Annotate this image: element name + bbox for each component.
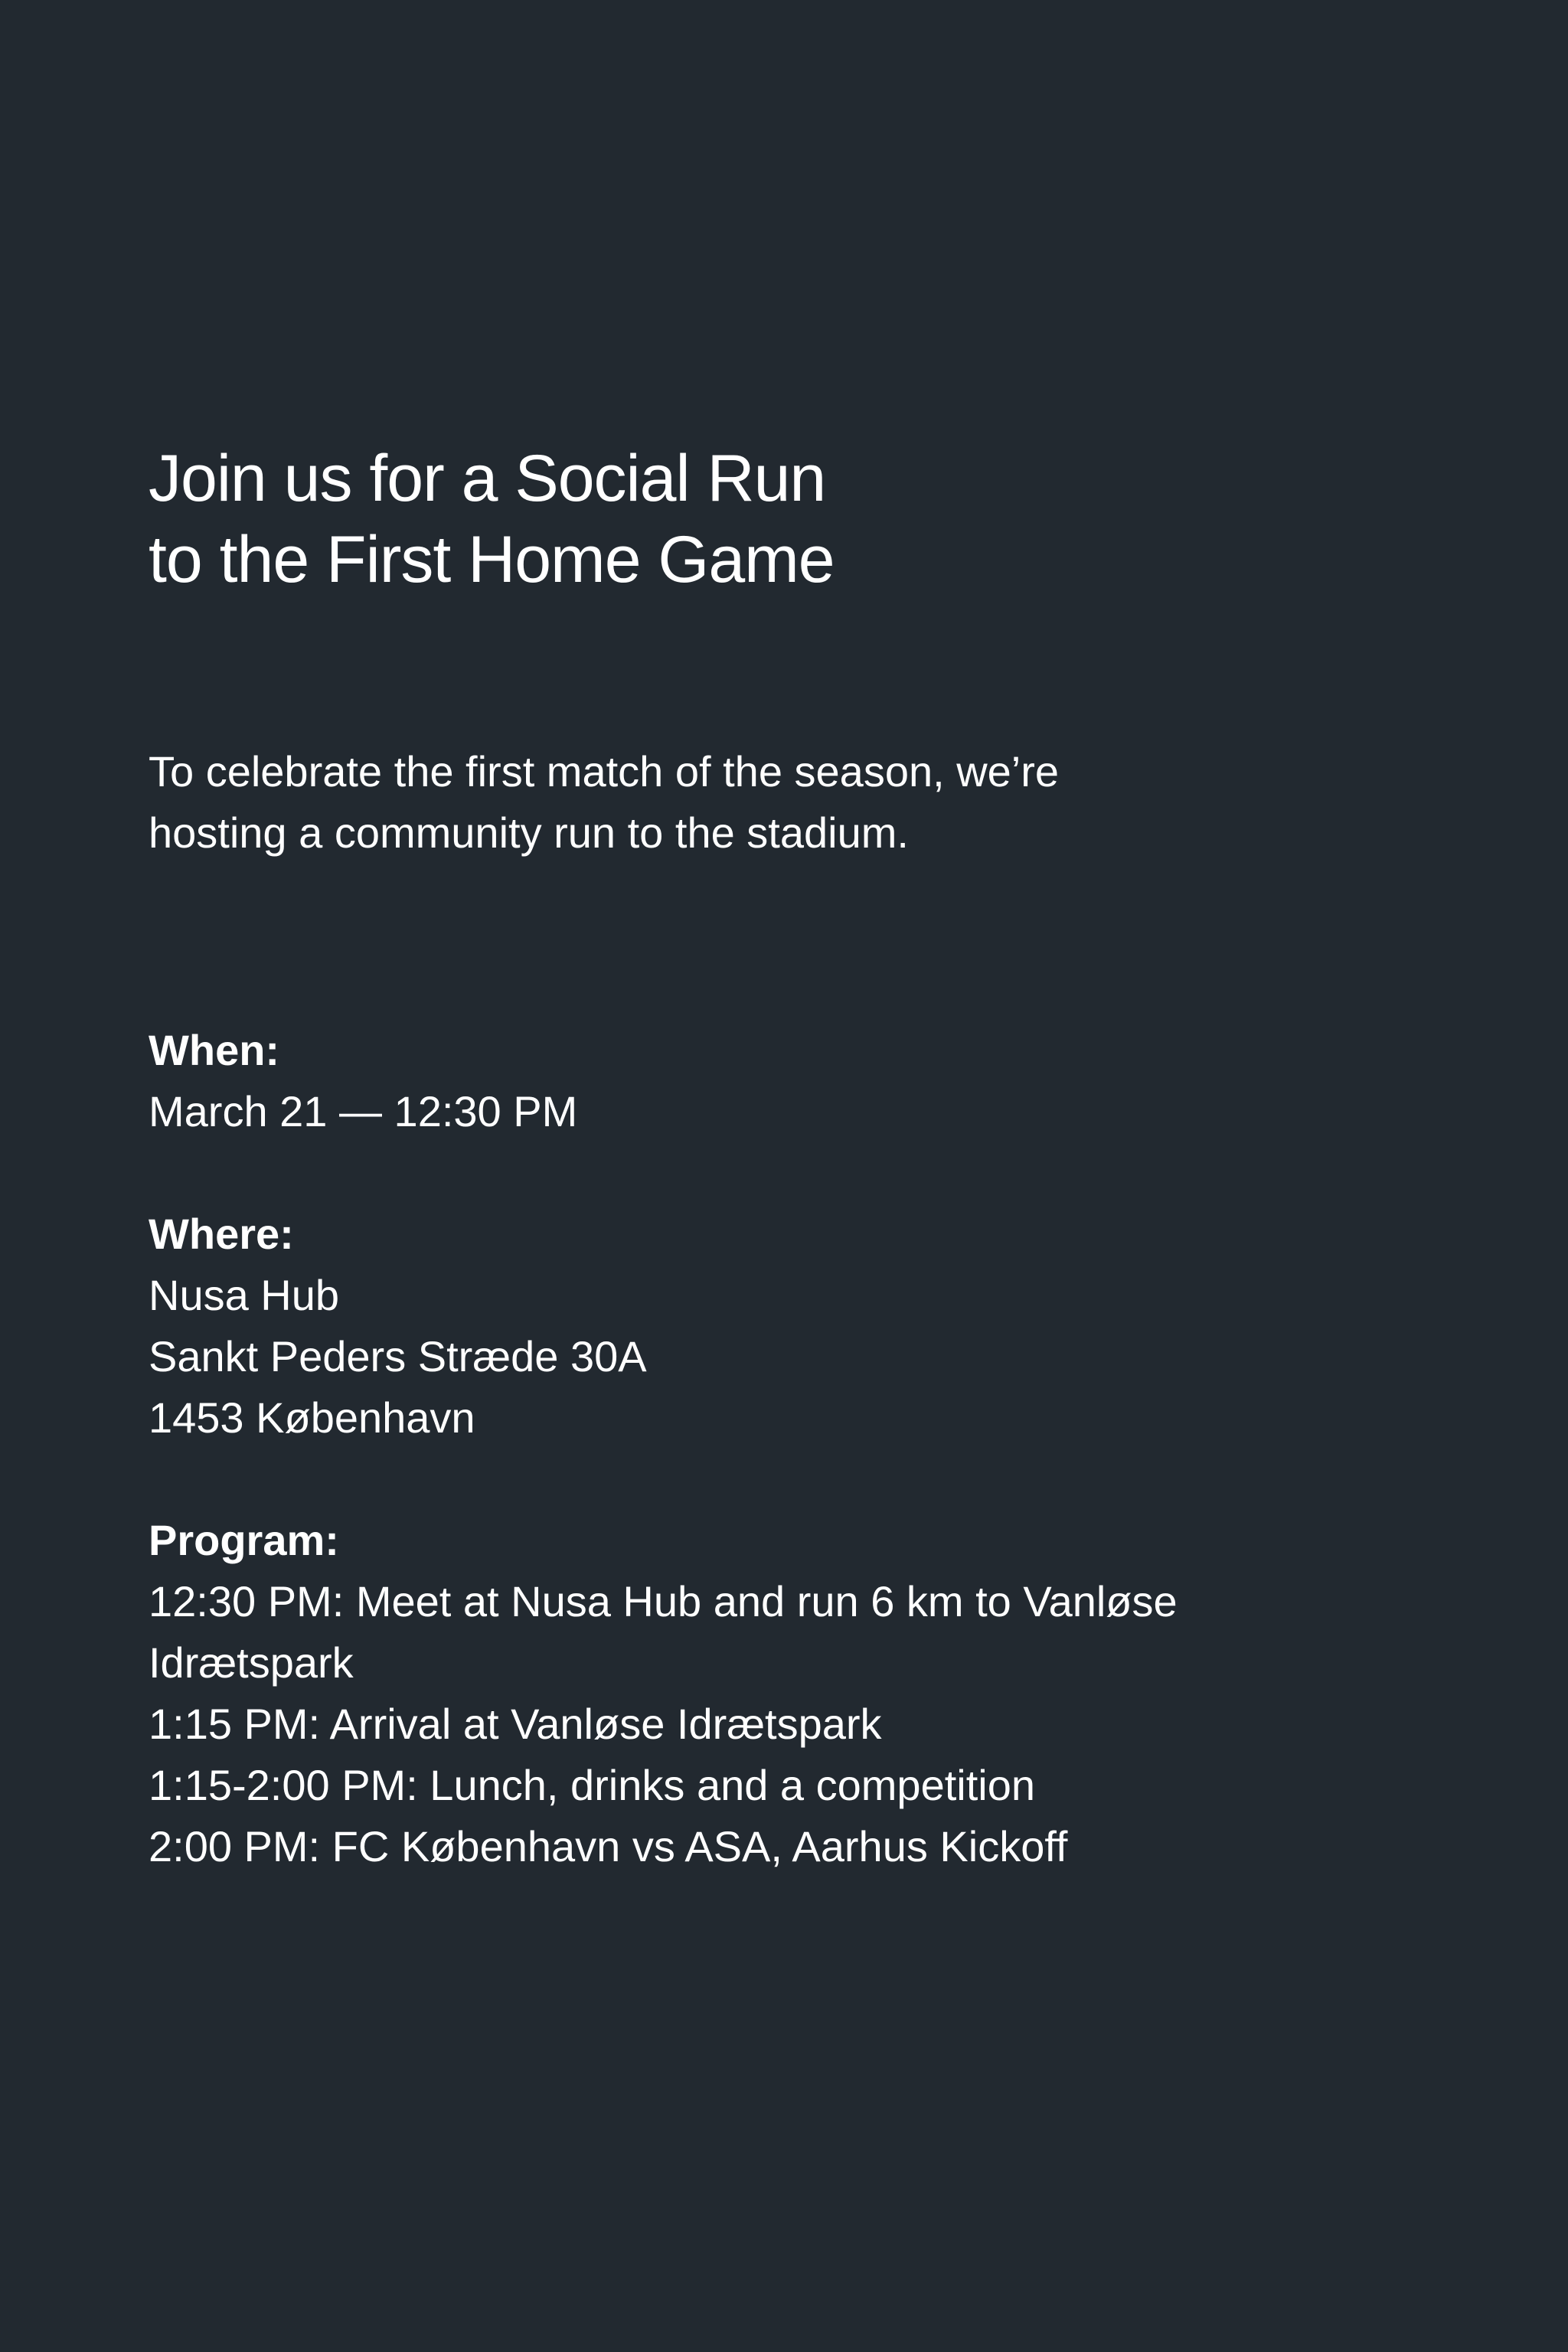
- program-label: Program:: [149, 1516, 339, 1564]
- intro-line-1: To celebrate the first match of the season, we’re: [149, 747, 1060, 795]
- title-line-2: to the First Home Game: [149, 523, 835, 596]
- where-section: [149, 1204, 1465, 1449]
- when-value: March 21 — 12:30 PM: [149, 1087, 578, 1135]
- program-item: 12:30 PM: Meet at Nusa Hub and run 6 km to Vanløse: [149, 1577, 1178, 1625]
- intro-text: [149, 741, 1450, 864]
- where-street: Sankt Peders Stræde 30A: [149, 1332, 647, 1380]
- when-section: [149, 1020, 1465, 1142]
- where-venue: Nusa Hub: [149, 1271, 340, 1319]
- where-label: Where:: [149, 1210, 294, 1258]
- when-label: When:: [149, 1026, 280, 1074]
- program-section: [149, 1510, 1465, 1877]
- program-item-continued: Idrætspark: [149, 1638, 354, 1687]
- program-item: 2:00 PM: FC København vs ASA, Aarhus Kickoff: [149, 1822, 1068, 1870]
- program-item: 1:15 PM: Arrival at Vanløse Idrætspark: [149, 1700, 882, 1748]
- title-line-1: Join us for a Social Run: [149, 442, 826, 515]
- where-city: 1453 København: [149, 1393, 475, 1442]
- intro-line-2: hosting a community run to the stadium.: [149, 808, 909, 857]
- program-item: 1:15-2:00 PM: Lunch, drinks and a competition: [149, 1761, 1036, 1809]
- page-title: [149, 438, 1450, 600]
